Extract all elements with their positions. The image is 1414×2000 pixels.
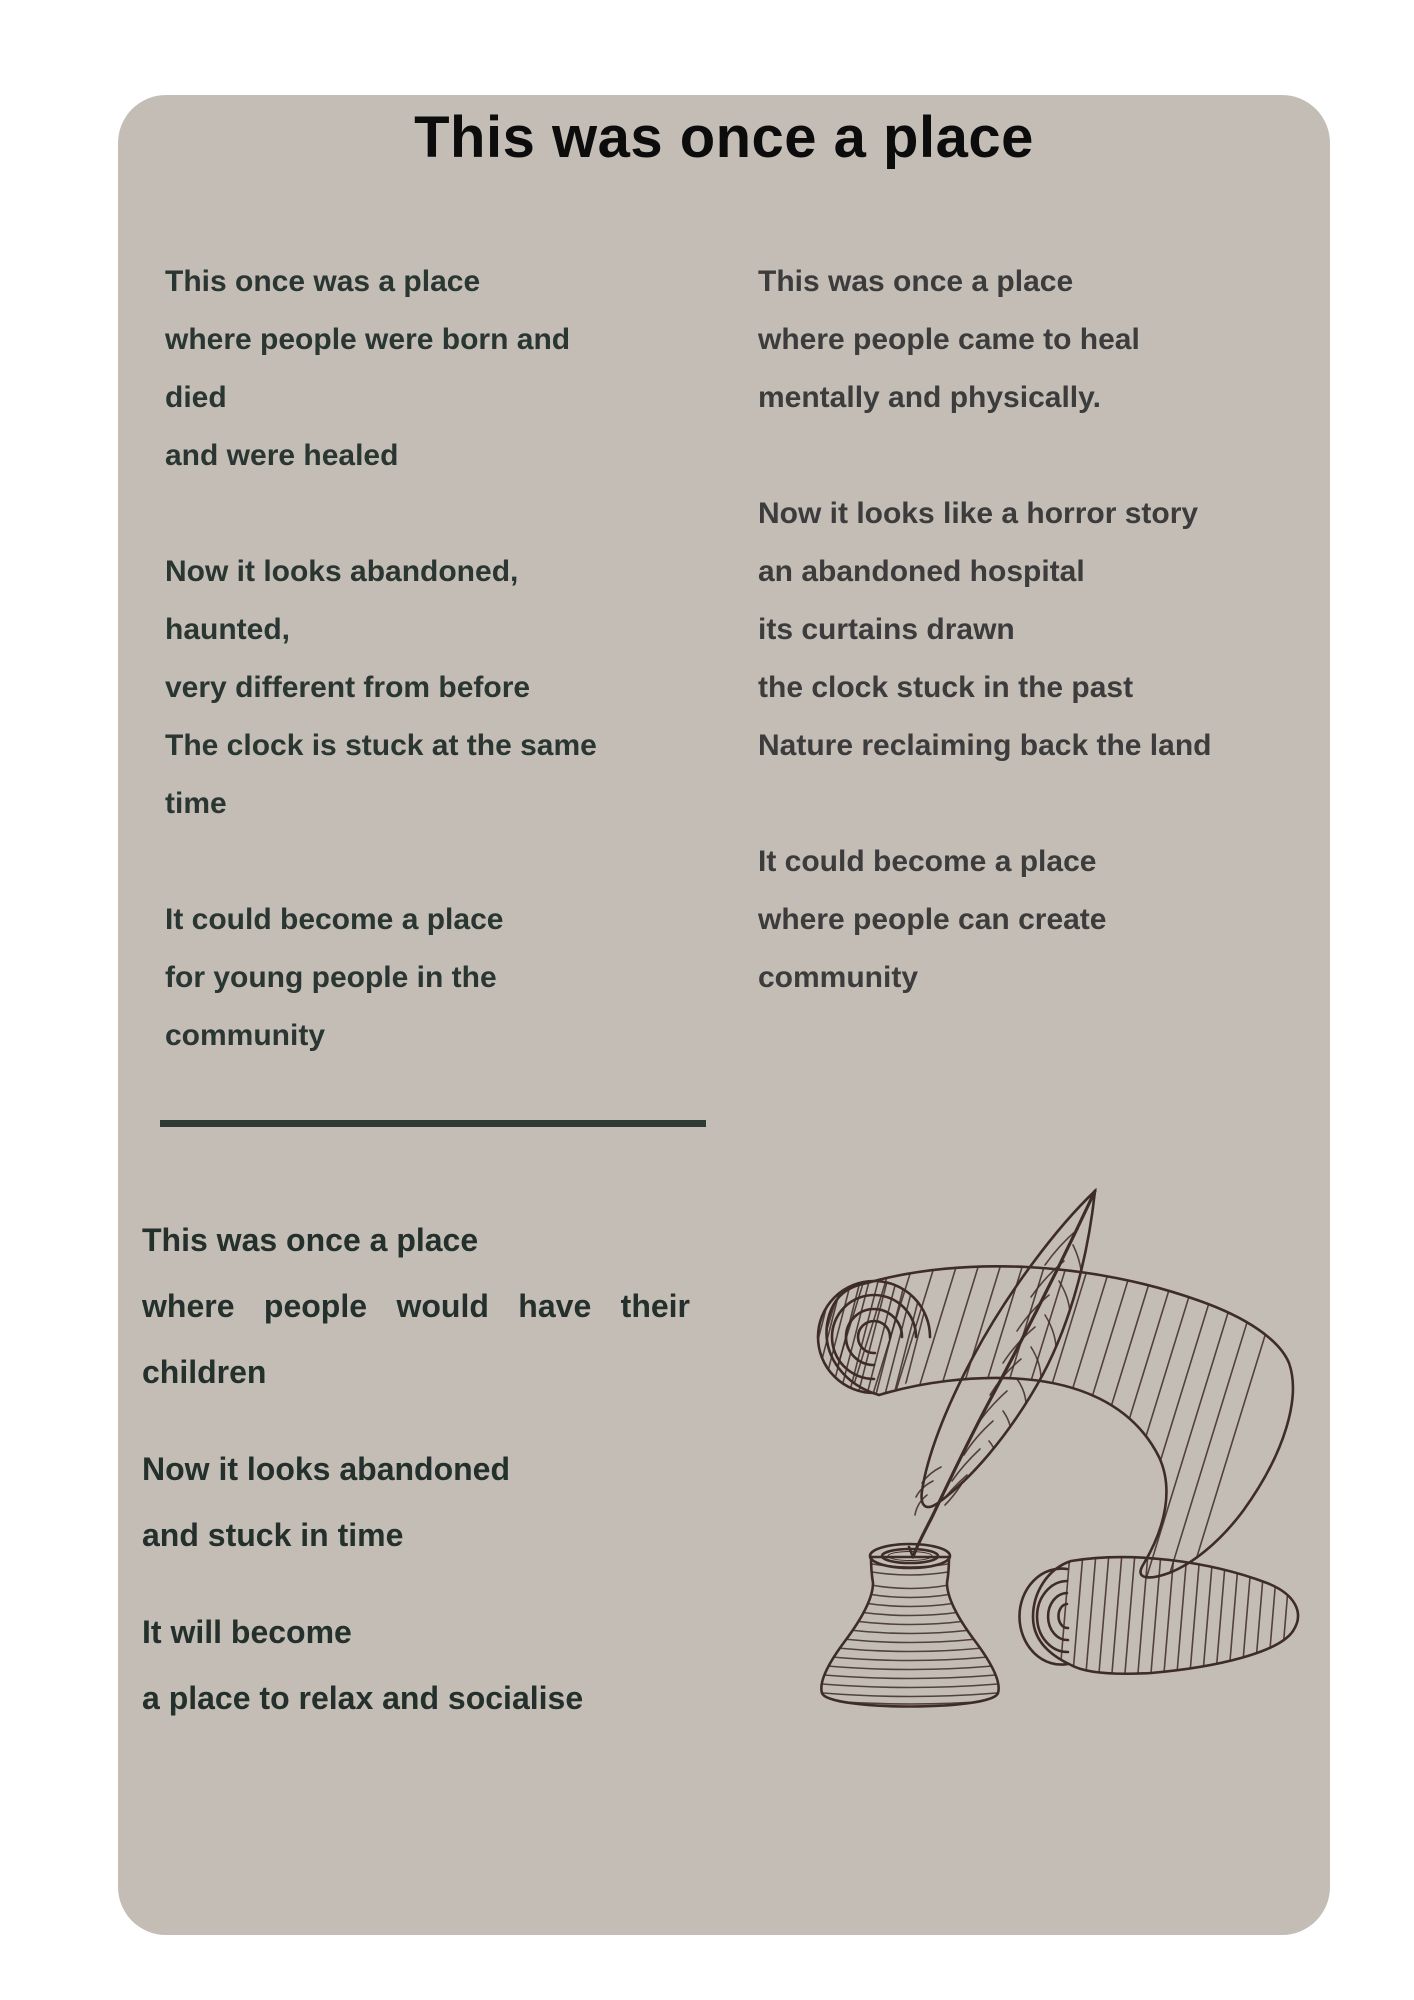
- page-title: This was once a place: [414, 105, 1034, 170]
- poem-line: and stuck in time: [142, 1517, 404, 1553]
- stanza: [142, 1599, 702, 1731]
- poem-line: This was once a place: [142, 1222, 479, 1258]
- poem-line: community: [758, 961, 919, 994]
- poem-line: This was once a place: [758, 265, 1074, 298]
- poem-line: The clock is stuck at the same: [165, 729, 597, 762]
- poem-column-right: [758, 253, 1330, 1007]
- poem-line: where people can create: [758, 903, 1107, 936]
- poem-line: It will become: [142, 1614, 352, 1650]
- poem-card: [118, 95, 1330, 1935]
- poem-line: its curtains drawn: [758, 613, 1015, 646]
- poem-line: Now it looks abandoned,: [165, 555, 519, 588]
- poem-line: an abandoned hospital: [758, 555, 1085, 588]
- stanza: [165, 543, 740, 833]
- stanza: [165, 253, 740, 485]
- poem-line: Nature reclaiming back the land: [758, 729, 1212, 762]
- poem-line: died: [165, 381, 227, 414]
- poem-line: where people came to heal: [758, 323, 1140, 356]
- quill-feather-graphic: [909, 1191, 1095, 1557]
- poem-line: time: [165, 787, 227, 820]
- poem-line: very different from before: [165, 671, 531, 704]
- poem-line: the clock stuck in the past: [758, 671, 1134, 704]
- poem-line: and were healed: [165, 439, 399, 472]
- stanza: [142, 1436, 702, 1568]
- poem-line: Now it looks abandoned: [142, 1451, 511, 1487]
- poem-line: Now it looks like a horror story: [758, 497, 1199, 530]
- poem-line-justified: where people would have their: [142, 1288, 690, 1324]
- poem-line: It could become a place: [165, 903, 504, 936]
- poem-column-left: [165, 253, 740, 1065]
- stanza: [758, 485, 1330, 775]
- poem-line: a place to relax and socialise: [142, 1680, 584, 1716]
- scroll-graphic: [775, 1225, 1299, 1685]
- poem-line: where people were born and: [165, 323, 571, 356]
- poem-line: haunted,: [165, 613, 290, 646]
- quill-scroll-ink-illustration: [775, 1185, 1315, 1715]
- stanza: [758, 833, 1330, 1007]
- poem-line: It could become a place: [758, 845, 1097, 878]
- stanza: [165, 891, 740, 1065]
- poem-bottom: [142, 1207, 702, 1762]
- divider-line: [160, 1120, 706, 1127]
- poem-line: This once was a place: [165, 265, 481, 298]
- poem-line: for young people in the: [165, 961, 497, 994]
- poem-line: community: [165, 1019, 326, 1052]
- stanza: [142, 1207, 702, 1405]
- stanza: [758, 253, 1330, 427]
- poem-line: children: [142, 1354, 267, 1390]
- poem-line: mentally and physically.: [758, 381, 1101, 414]
- ink-bottle-graphic: [821, 1544, 998, 1707]
